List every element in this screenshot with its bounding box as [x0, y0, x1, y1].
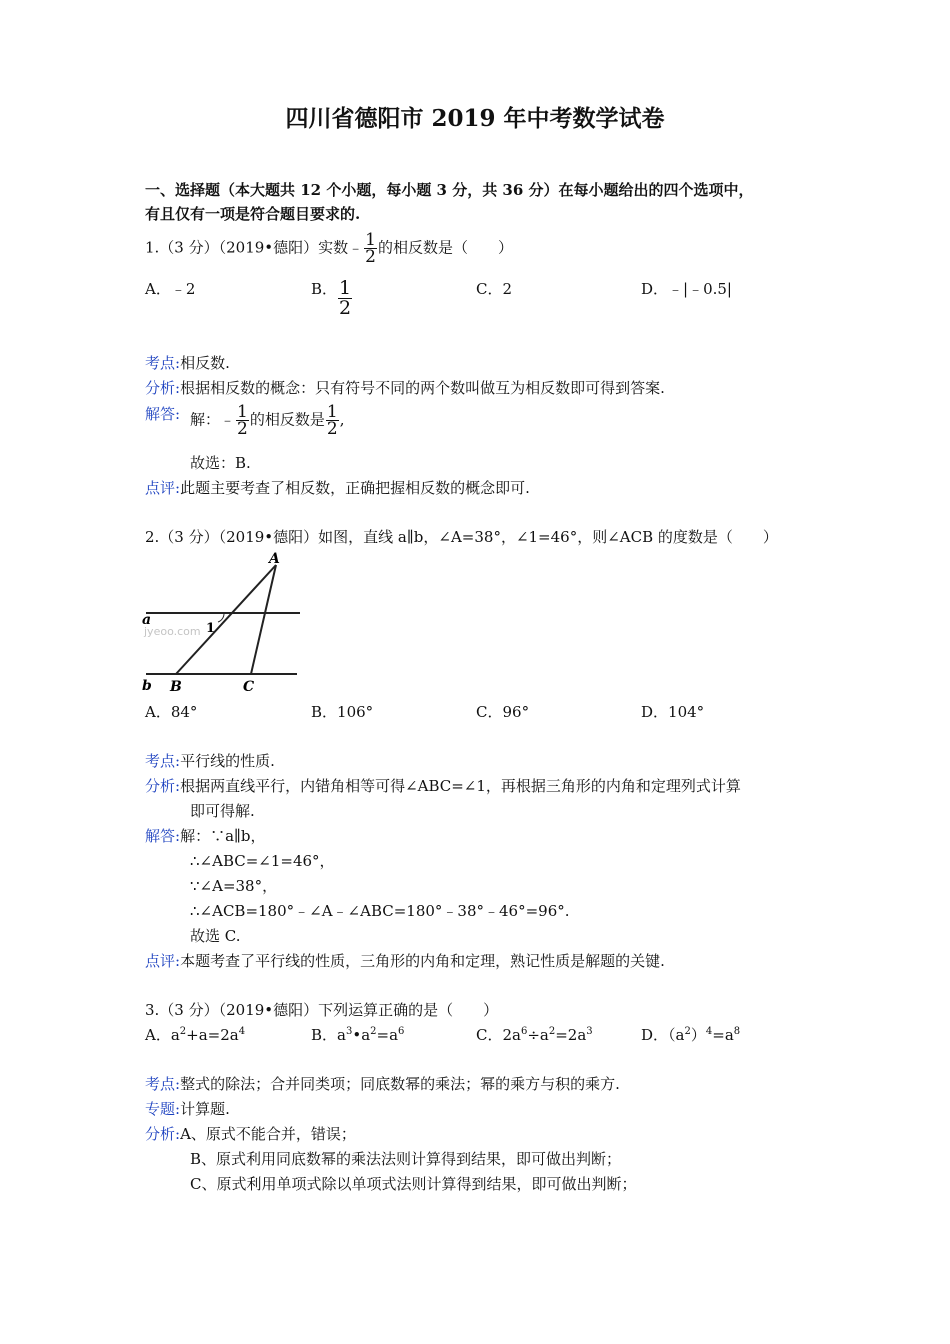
q2-kaodian: 考点:平行线的性质.: [145, 752, 275, 770]
q1-jieda-label: 解答:: [145, 405, 181, 423]
page-title: 四川省德阳市 2019 年中考数学试卷: [285, 105, 665, 132]
q3-option-b: B．$a^3•a^2=a^6$: [311, 1026, 405, 1044]
q2-fenxi: 分析:根据两直线平行，内错角相等可得∠ABC=∠1，再根据三角形的内角和定理列式计算: [145, 777, 741, 795]
q1-stem-fraction: $\frac{1}{2}$: [365, 230, 376, 267]
zhuanti-label: 专题:: [145, 1100, 181, 1118]
q1-jie-fraction-2: $\frac{1}{2}$: [326, 402, 338, 439]
q2-dianping: 点评:本题考查了平行线的性质，三角形的内角和定理，熟记性质是解题的关键.: [145, 952, 665, 970]
figure-label-c-point: C: [243, 679, 255, 694]
q2-stem: 2.（3 分）（2019•德阳）如图，直线 a∥b，∠A=38°，∠1=46°，则∠ACB 的度数是（ ）: [145, 528, 778, 546]
segment-ab: [176, 565, 276, 674]
q3-option-c: C．$2a^6\div a^2=2a^3$: [476, 1026, 593, 1044]
q1-option-b-fraction: $\frac{1}{2}$: [339, 277, 352, 319]
fenxi-label: 分析:: [145, 379, 181, 397]
q2-fenxi-cont: 即可得解.: [190, 802, 255, 820]
q1-dianping: 点评:此题主要考查了相反数，正确把握相反数的概念即可.: [145, 479, 530, 497]
q1-option-d: D．﹣|﹣0.5|: [641, 280, 732, 298]
fenxi-label: 分析:: [145, 777, 181, 795]
q3-fenxi-2: B、原式利用同底数幂的乘法法则计算得到结果，即可做出判断；: [190, 1150, 622, 1168]
q2-option-b: B．106°: [311, 703, 374, 721]
q1-jie-fraction-1: $\frac{1}{2}$: [237, 402, 248, 439]
q1-option-b: B． $\frac{1}{2}$: [311, 277, 352, 319]
segment-ac: [251, 565, 276, 674]
q1-fenxi: 分析:根据相反数的概念：只有符号不同的两个数叫做互为相反数即可得到答案.: [145, 379, 665, 397]
section-header-line1: 一、选择题（本大题共 12 个小题，每小题 3 分，共 36 分）在每小题给出的四个选项中，: [145, 181, 754, 199]
kaodian-label: 考点:: [145, 752, 181, 770]
kaodian-label: 考点:: [145, 354, 181, 372]
q3-stem: 3.（3 分）（2019•德阳）下列运算正确的是（ ）: [145, 1001, 499, 1019]
dianping-label: 点评:: [145, 952, 181, 970]
q2-figure: [140, 552, 305, 694]
figure-label-a-point: A: [269, 552, 280, 567]
figure-watermark: jyeoo.com: [144, 625, 201, 638]
kaodian-label: 考点:: [145, 1075, 181, 1093]
q3-fenxi-3: C、原式利用单项式除以单项式法则计算得到结果，即可做出判断；: [190, 1175, 637, 1193]
q1-guxuan: 故选：B.: [190, 454, 251, 472]
q1-stem-pre: 1.（3 分）（2019•德阳）实数﹣: [145, 238, 364, 257]
dianping-label: 点评:: [145, 479, 181, 497]
jieda-label: 解答:: [145, 827, 181, 845]
q3-option-d: D．$(a^2)^4=a^8$: [641, 1026, 741, 1044]
q3-zhuanti: 专题:计算题.: [145, 1100, 230, 1118]
q3-option-a: A．$a^2+a=2a^4$: [145, 1026, 246, 1044]
q1-jieda-line: 解：﹣ $\frac{1}{2}$ 的相反数是 $\frac{1}{2}$ ,: [190, 402, 345, 439]
q3-kaodian: 考点:整式的除法；合并同类项；同底数幂的乘法；幂的乘方与积的乘方.: [145, 1075, 620, 1093]
q1-option-c: C．2: [476, 280, 513, 298]
q1-stem: [145, 232, 513, 265]
figure-label-b-point: B: [170, 679, 182, 694]
q1-kaodian: 考点:相反数.: [145, 354, 230, 372]
q2-jieda-2: ∴∠ABC=∠1=46°，: [190, 852, 335, 870]
fenxi-label: 分析:: [145, 1125, 181, 1143]
q2-option-d: D．104°: [641, 703, 705, 721]
q1-option-a: A．﹣2: [145, 280, 196, 298]
q2-option-c: C．96°: [476, 703, 530, 721]
figure-label-line-b: b: [142, 678, 152, 694]
q2-jieda-4: ∴∠ACB=180°﹣∠A﹣∠ABC=180°﹣38°﹣46°=96°.: [190, 902, 570, 920]
q2-jieda-3: ∵∠A=38°，: [190, 877, 278, 895]
figure-label-line-a: a: [142, 612, 152, 628]
q2-jieda-5: 故选 C.: [190, 927, 241, 945]
q1-stem-post: 的相反数是（ ）: [377, 238, 513, 257]
q3-fenxi: 分析:A、原式不能合并，错误；: [145, 1125, 356, 1143]
q2-option-a: A．84°: [145, 703, 198, 721]
q2-jieda: 解答:解：∵a∥b，: [145, 827, 266, 845]
angle-1-arc: [218, 613, 224, 622]
figure-label-angle-1: 1: [206, 621, 216, 636]
section-header-line2: 有且仅有一项是符合题目要求的.: [145, 205, 361, 223]
